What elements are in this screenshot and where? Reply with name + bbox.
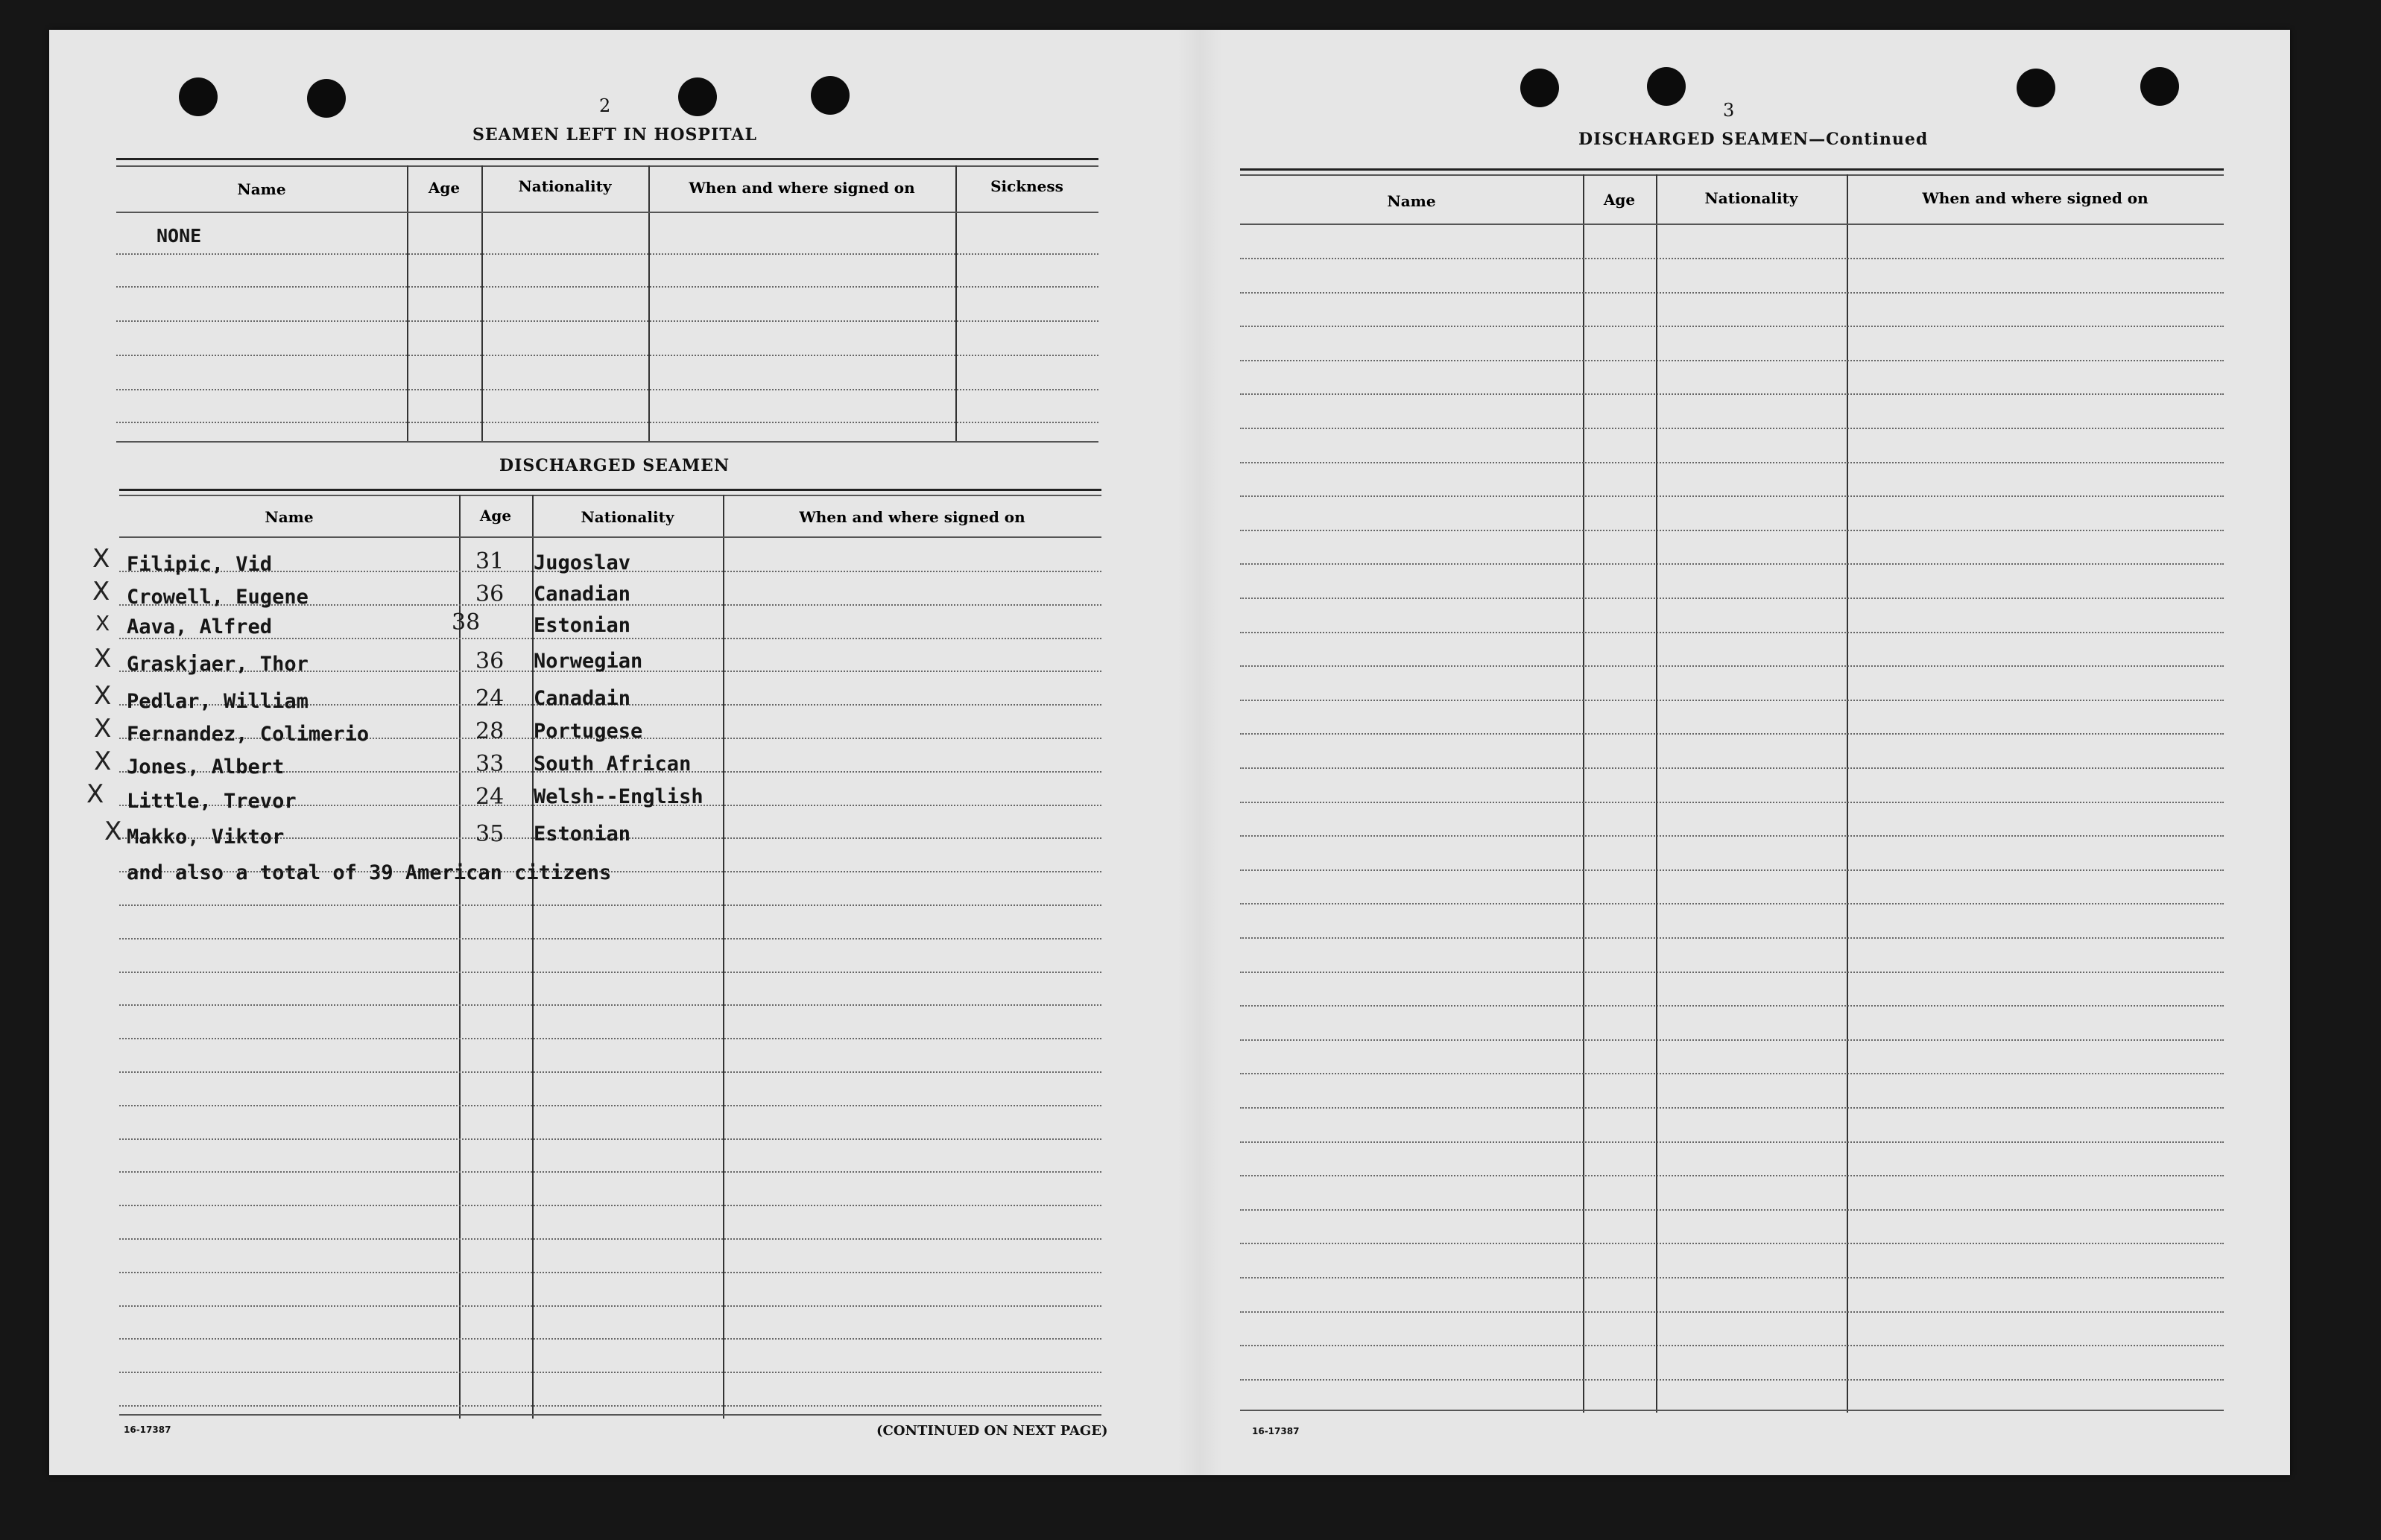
ruled-line	[1240, 733, 2224, 735]
ruled-line	[119, 1405, 1101, 1407]
seaman-name: Crowell, Eugene	[127, 586, 309, 609]
ruled-line	[1240, 462, 2224, 463]
seaman-nationality: Norwegian	[534, 650, 643, 673]
check-mark: X	[94, 681, 112, 711]
ruled-line	[119, 1338, 1101, 1340]
continued-col-nationality: Nationality	[1704, 189, 1798, 207]
check-mark: X	[104, 817, 122, 846]
punch-hole	[2017, 69, 2055, 107]
seaman-nationality: Canadain	[534, 687, 631, 710]
punch-hole	[811, 76, 850, 115]
ruled-line	[1240, 903, 2224, 904]
check-mark: X	[92, 577, 110, 606]
ruled-line	[1240, 1073, 2224, 1074]
seaman-name: Aava, Alfred	[127, 615, 273, 639]
ruled-line	[1240, 802, 2224, 803]
discharged-col-nationality: Nationality	[581, 508, 674, 526]
page-number-right: 3	[1723, 100, 1735, 121]
seaman-name: Makko, Viktor	[127, 826, 285, 849]
discharged-col-age: Age	[479, 507, 512, 525]
ruled-line	[119, 1171, 1101, 1173]
seaman-age: 36	[475, 581, 505, 607]
seaman-age: 24	[475, 685, 505, 712]
seaman-nationality: Welsh--English	[534, 785, 703, 808]
punch-hole	[678, 77, 717, 116]
continued-col-name: Name	[1387, 192, 1436, 210]
ruled-line	[1240, 1243, 2224, 1244]
seaman-age: 35	[475, 821, 505, 847]
punch-hole	[2140, 67, 2179, 106]
ruled-line	[1240, 258, 2224, 259]
hospital-section-title: SEAMEN LEFT IN HOSPITAL	[472, 125, 757, 145]
ruled-line	[1240, 1175, 2224, 1176]
seaman-nationality: South African	[534, 752, 692, 776]
punch-hole	[1647, 67, 1686, 106]
ruled-line	[1240, 869, 2224, 871]
seaman-name: Fernandez, Colimerio	[127, 723, 370, 746]
ruled-line	[1240, 1277, 2224, 1278]
check-mark: X	[94, 644, 112, 674]
discharged-continued-title: DISCHARGED SEAMEN—Continued	[1578, 130, 1929, 149]
ruled-line	[119, 1305, 1101, 1307]
punch-hole	[179, 77, 218, 116]
ruled-line	[119, 904, 1101, 906]
punch-hole	[307, 79, 346, 118]
ruled-line	[1240, 1209, 2224, 1211]
ruled-line	[119, 1238, 1101, 1240]
page-number-left: 2	[599, 95, 611, 116]
ruled-line	[119, 1205, 1101, 1206]
ruled-line	[1240, 360, 2224, 361]
ruled-line	[1240, 393, 2224, 395]
seaman-nationality: Estonian	[534, 614, 631, 637]
american-citizens-note: and also a total of 39 American citizens	[127, 861, 612, 884]
ruled-line	[1240, 1039, 2224, 1041]
ruled-line	[1240, 1379, 2224, 1381]
ruled-line	[1240, 1345, 2224, 1346]
ruled-line	[1240, 326, 2224, 327]
ruled-line	[1240, 292, 2224, 294]
ruled-line	[119, 938, 1101, 939]
ruled-line	[119, 1004, 1101, 1006]
seaman-nationality: Estonian	[534, 823, 631, 846]
continued-col-age: Age	[1603, 191, 1636, 209]
seaman-nationality: Portugese	[534, 720, 643, 743]
ruled-line	[119, 1105, 1101, 1106]
hospital-col-age: Age	[428, 179, 461, 197]
seaman-name: Little, Trevor	[127, 790, 297, 813]
page-fold	[1177, 30, 1222, 1475]
seaman-name: Filipic, Vid	[127, 553, 273, 576]
document-sheet	[49, 30, 2290, 1475]
check-mark: X	[94, 747, 112, 776]
ruled-line	[1240, 1107, 2224, 1109]
hospital-col-name: Name	[237, 180, 286, 198]
continued-col-signed-on: When and where signed on	[1922, 189, 2148, 207]
check-mark: X	[95, 611, 110, 636]
ruled-line	[1240, 700, 2224, 701]
ruled-line	[1240, 632, 2224, 633]
discharged-col-name: Name	[265, 508, 314, 526]
seaman-name: Jones, Albert	[127, 755, 285, 779]
ruled-line	[119, 1272, 1101, 1273]
continued-footer: (CONTINUED ON NEXT PAGE)	[876, 1423, 1108, 1439]
seaman-age: 33	[475, 751, 505, 777]
ruled-line	[1240, 665, 2224, 667]
ruled-line	[119, 1038, 1101, 1039]
ruled-line	[119, 1138, 1101, 1140]
hospital-col-nationality: Nationality	[518, 177, 612, 195]
hospital-col-sickness: Sickness	[990, 177, 1063, 195]
ruled-line	[1240, 835, 2224, 837]
form-number-left: 16-17387	[124, 1425, 171, 1435]
ruled-line	[1240, 1141, 2224, 1143]
ruled-line	[1240, 1005, 2224, 1007]
ruled-line	[119, 1372, 1101, 1373]
check-mark: X	[92, 544, 110, 574]
seaman-age: 31	[475, 548, 505, 574]
ruled-line	[1240, 495, 2224, 497]
seaman-age: 24	[475, 784, 505, 810]
ruled-line	[119, 972, 1101, 973]
ruled-line	[1240, 428, 2224, 429]
seaman-nationality: Canadian	[534, 583, 631, 606]
discharged-section-title: DISCHARGED SEAMEN	[499, 456, 730, 475]
form-number-right: 16-17387	[1252, 1426, 1300, 1436]
hospital-col-signed-on: When and where signed on	[689, 179, 915, 197]
seaman-name: Graskjaer, Thor	[127, 653, 309, 676]
check-mark: X	[94, 714, 112, 744]
ruled-line	[1240, 937, 2224, 939]
punch-hole	[1520, 69, 1559, 107]
seaman-name: Pedlar, William	[127, 690, 309, 713]
ruled-line	[1240, 972, 2224, 973]
ruled-line	[1240, 598, 2224, 599]
ruled-line	[119, 1071, 1101, 1073]
discharged-col-signed-on: When and where signed on	[799, 508, 1025, 526]
seaman-age: 28	[475, 718, 505, 744]
seaman-nationality: Jugoslav	[534, 551, 631, 574]
seaman-age: 38	[452, 609, 481, 636]
check-mark: X	[86, 779, 104, 809]
ruled-line	[1240, 563, 2224, 565]
ruled-line	[1240, 530, 2224, 531]
ruled-line	[1240, 767, 2224, 769]
hospital-entry: NONE	[156, 225, 202, 247]
ruled-line	[1240, 1311, 2224, 1313]
seaman-age: 36	[475, 648, 505, 674]
